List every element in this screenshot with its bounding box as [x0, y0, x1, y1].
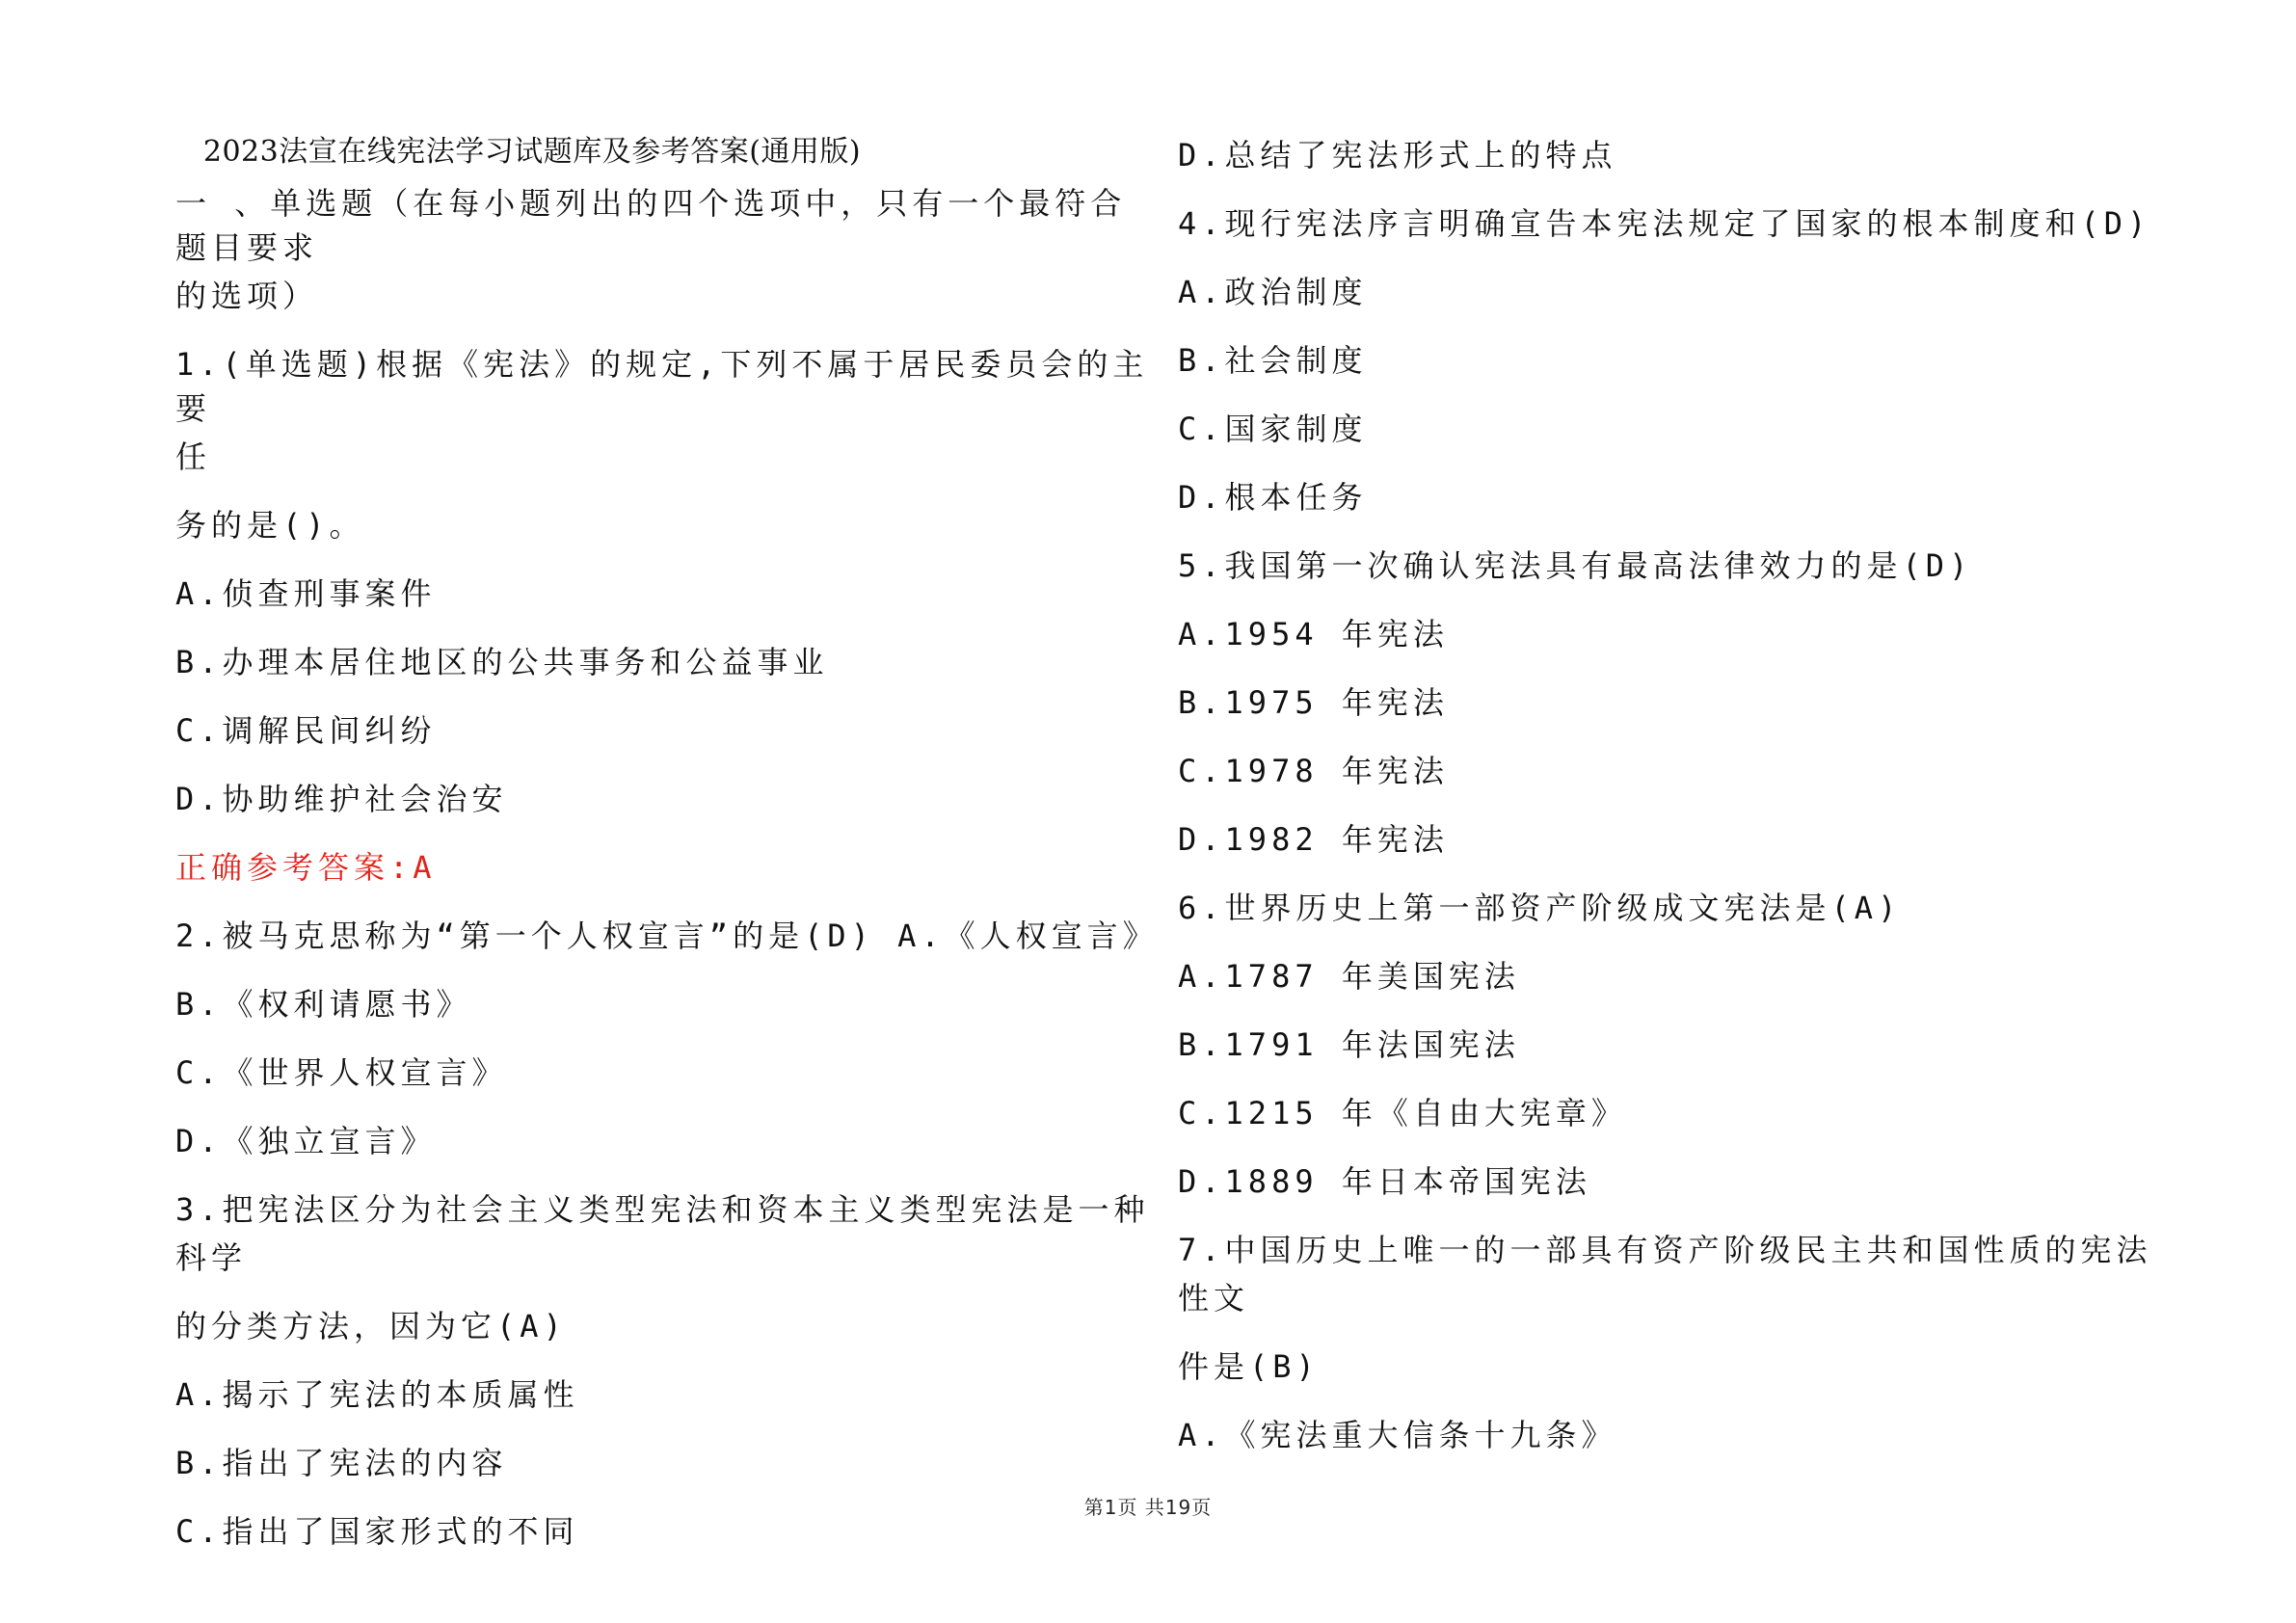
left-line-9: 正确参考答案:A	[175, 849, 437, 886]
left-line-0: 一 、单选题（在每小题列出的四个选项中，只有一个最符合题目要求	[175, 185, 1127, 266]
left-line-5: A.侦查刑事案件	[175, 575, 437, 612]
right-line-12: A.1787 年美国宪法	[1178, 958, 1520, 995]
right-line-18: 件是(B)	[1178, 1348, 1320, 1385]
right-line-19: A.《宪法重大信条十九条》	[1178, 1417, 1617, 1453]
right-line-10: D.1982 年宪法	[1178, 821, 1449, 858]
right-line-4: C.国家制度	[1178, 411, 1368, 447]
left-line-11: B.《权利请愿书》	[175, 986, 472, 1023]
left-column	[175, 123, 1159, 1578]
right-column	[1178, 133, 2161, 1481]
left-column-lines	[175, 181, 1159, 1554]
left-line-1: 的选项）	[175, 278, 319, 314]
right-column-lines	[1178, 133, 2161, 1457]
left-line-6: B.办理本居住地区的公共事务和公益事业	[175, 644, 829, 680]
right-line-8: B.1975 年宪法	[1178, 684, 1449, 721]
page-footer: 第1页 共19页	[1083, 1496, 1213, 1519]
left-line-15: 科学	[175, 1239, 248, 1276]
left-line-10: 2.被马克思称为“第一个人权宣言”的是(D) A.《人权宣言》	[175, 918, 1159, 954]
right-line-14: C.1215 年《自由大宪章》	[1178, 1095, 1627, 1131]
right-line-2: A.政治制度	[1178, 274, 1368, 310]
left-line-7: C.调解民间纠纷	[175, 712, 437, 749]
left-line-17: A.揭示了宪法的本质属性	[175, 1376, 579, 1413]
left-line-18: B.指出了宪法的内容	[175, 1445, 508, 1481]
right-line-11: 6.世界历史上第一部资产阶级成文宪法是(A)	[1178, 890, 1902, 926]
right-line-5: D.根本任务	[1178, 479, 1368, 516]
left-line-12: C.《世界人权宣言》	[175, 1054, 508, 1091]
right-line-7: A.1954 年宪法	[1178, 616, 1449, 652]
right-line-0: D.总结了宪法形式上的特点	[1178, 137, 1617, 173]
right-line-16: 7.中国历史上唯一的一部具有资产阶级民主共和国性质的宪法	[1178, 1232, 2152, 1268]
left-line-4: 务的是()。	[175, 507, 365, 544]
left-line-19: C.指出了国家形式的不同	[175, 1513, 579, 1550]
left-line-2: 1.(单选题)根据《宪法》的规定,下列不属于居民委员会的主要	[175, 346, 1149, 427]
right-line-13: B.1791 年法国宪法	[1178, 1026, 1520, 1063]
right-line-9: C.1978 年宪法	[1178, 753, 1449, 789]
left-line-16: 的分类方法，因为它(A)	[175, 1308, 567, 1344]
left-line-13: D.《独立宣言》	[175, 1123, 437, 1159]
right-line-17: 性文	[1178, 1280, 1250, 1317]
right-line-3: B.社会制度	[1178, 342, 1368, 379]
left-line-3: 任	[175, 439, 212, 475]
right-line-1: 4.现行宪法序言明确宣告本宪法规定了国家的根本制度和(D)	[1178, 205, 2151, 242]
right-line-15: D.1889 年日本帝国宪法	[1178, 1163, 1591, 1200]
left-line-8: D.协助维护社会治安	[175, 781, 508, 817]
left-line-14: 3.把宪法区分为社会主义类型宪法和资本主义类型宪法是一种	[175, 1191, 1150, 1228]
right-line-6: 5.我国第一次确认宪法具有最高法律效力的是(D)	[1178, 547, 1973, 584]
document-title: 2023法宣在线宪法学习试题库及参考答案(通用版)	[202, 135, 862, 169]
